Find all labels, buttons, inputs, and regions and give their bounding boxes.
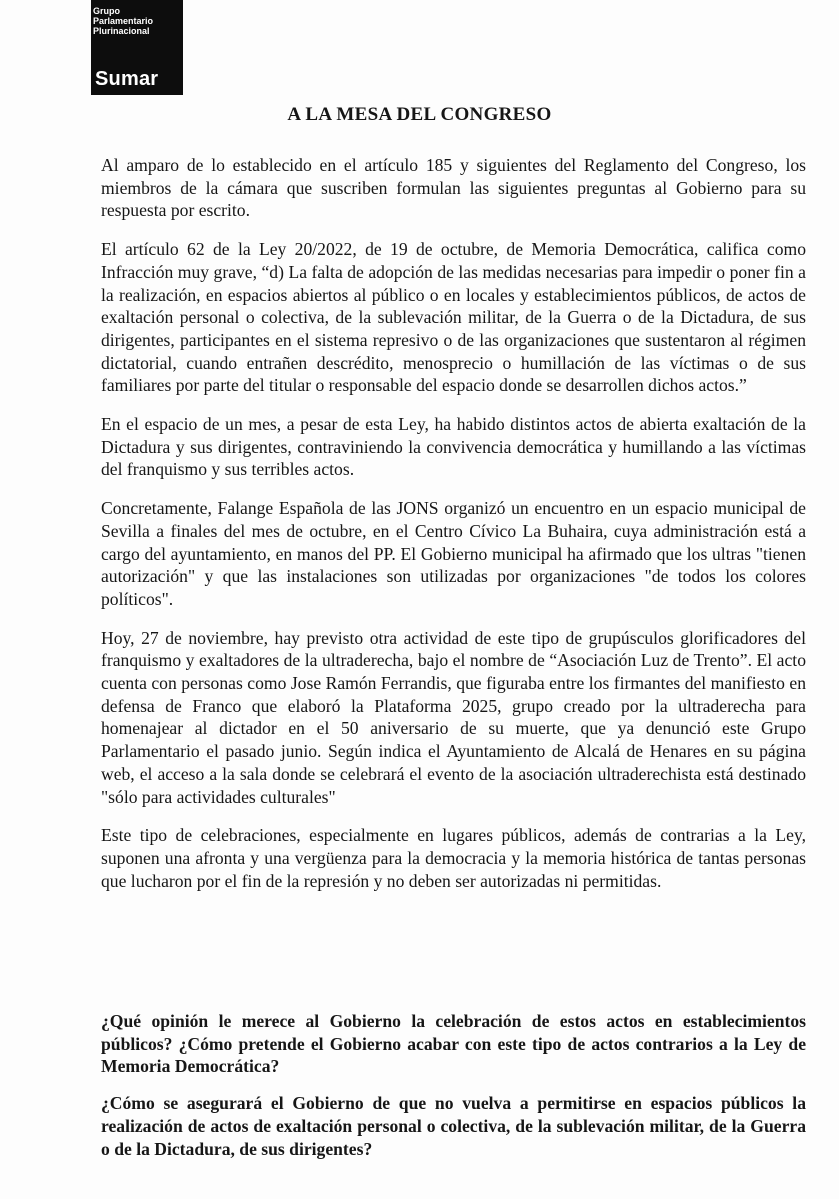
logo-group-text — [93, 6, 193, 36]
paragraph: Hoy, 27 de noviembre, hay previsto otra actividad de este tipo de grupúsculos glorificadores del franquismo y exaltadores de la ultraderecha, bajo el nombre de “Asociación Luz de Trento”. El acto cuenta con personas como Jose Ramón Ferrandis, que figuraba entre los firmantes del manifiesto en defensa de Franco que elaboró la Plataforma 2025, grupo creado por la ultraderecha para homenajear al dictador en el 50 aniversario de su muerte, que ya denunció este Grupo Parlamentario el pasado junio. Según indica el Ayuntamiento de Alcalá de Henares en su página web, el acceso a la sala donde se celebrará el evento de la asociación ultraderechista está destinado "sólo para actividades culturales" — [101, 627, 806, 807]
questions-section — [101, 1010, 806, 1174]
paragraph: Este tipo de celebraciones, especialmente en lugares públicos, además de contrarias a la Ley, suponen una afronta y una vergüenza para la democracia y la memoria histórica de tantas personas que lucharon por el fin de la represión y no deben ser autorizadas ni permitidas. — [101, 825, 806, 891]
document-title: A LA MESA DEL CONGRESO — [287, 104, 552, 125]
paragraph: Concretamente, Falange Española de las JONS organizó un encuentro en un espacio municipal de Sevilla a finales del mes de octubre, en el Centro Cívico La Buhaira, cuya administración está a cargo del ayuntamiento, en manos del PP. El Gobierno municipal ha afirmado que los ultras "tienen autorización" y que las instalaciones son utilizadas por organizaciones "de todos los colores políticos". — [101, 498, 806, 609]
logo-line: Parlamentario — [93, 16, 154, 26]
logo-line: Plurinacional — [93, 26, 150, 36]
question: ¿Cómo se asegurará el Gobierno de que no vuelva a permitirse en espacios públicos la realización de actos de exaltación personal o colectiva, de la sublevación militar, de la Guerra o de la Dictadura, de sus dirigentes? — [101, 1093, 806, 1159]
document-body — [101, 154, 806, 908]
paragraph: El artículo 62 de la Ley 20/2022, de 19 de octubre, de Memoria Democrática, califica como Infracción muy grave, “d) La falta de adopción de las medidas necesarias para impedir o poner fin a la realización, en espacios abiertos al público o en locales y establecimientos públicos, de actos de exaltación personal o colectiva, de la sublevación militar, de la Guerra o de la Dictadura, de sus dirigentes, participantes en el sistema represivo o de las organizaciones que sustentaron al régimen dictatorial, cuando entrañen descrédito, menosprecio o humillación de las víctimas o de sus familiares por parte del titular o responsable del espacio donde se desarrollen dichos actos.” — [101, 239, 806, 396]
logo-line: Grupo — [93, 6, 120, 16]
question: ¿Qué opinión le merece al Gobierno la celebración de estos actos en establecimientos públicos? ¿Cómo pretende el Gobierno acabar con este tipo de actos contrarios a la Ley de Memoria Democrática? — [101, 1011, 806, 1077]
logo-brand: Sumar — [95, 68, 159, 90]
paragraph: En el espacio de un mes, a pesar de esta Ley, ha habido distintos actos de abierta exaltación de la Dictadura y sus dirigentes, contraviniendo la convivencia democrática y humillando a las víctimas del franquismo y sus terribles actos. — [101, 414, 806, 480]
paragraph: Al amparo de lo establecido en el artículo 185 y siguientes del Reglamento del Congreso, los miembros de la cámara que suscriben formulan las siguientes preguntas al Gobierno para su respuesta por escrito. — [101, 155, 806, 221]
